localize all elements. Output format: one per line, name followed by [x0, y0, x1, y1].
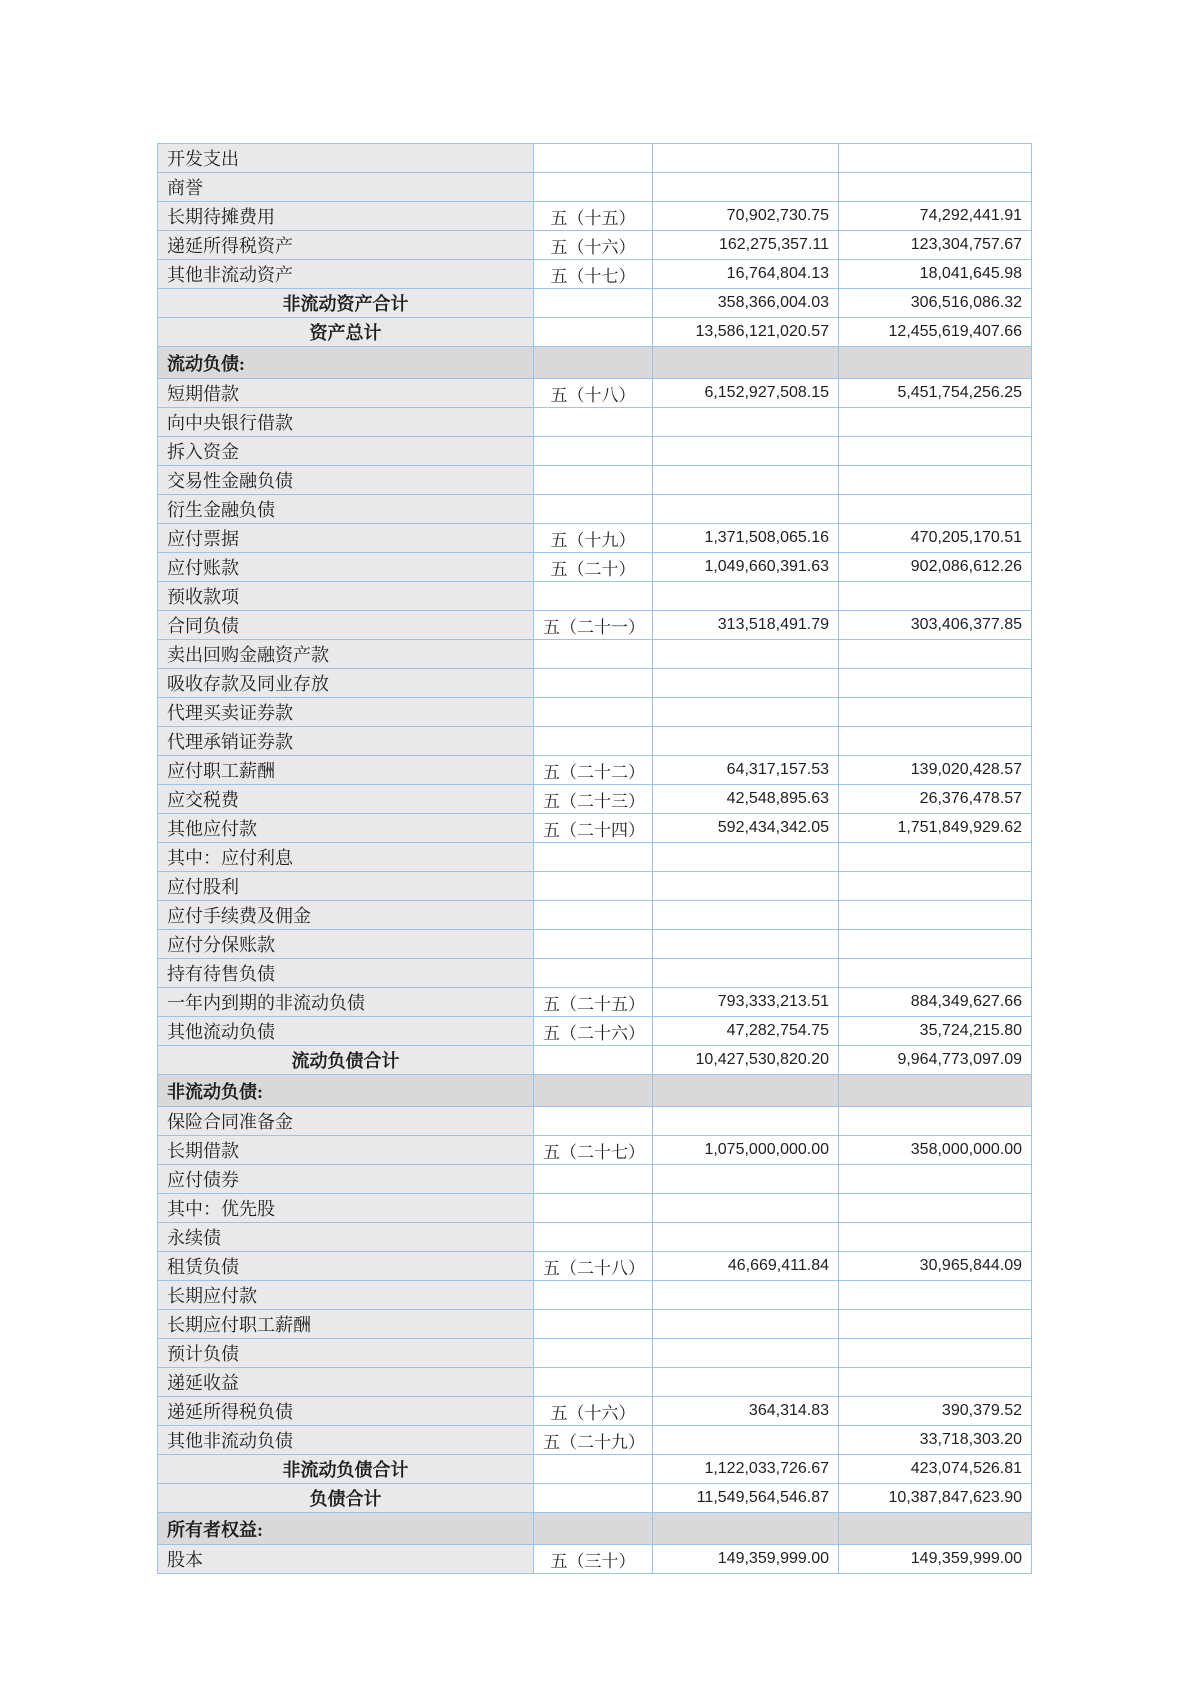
current-amount-cell: 11,549,564,546.87 [653, 1484, 839, 1513]
table-row [158, 1310, 1032, 1339]
item-label-cell: 开发支出 [158, 144, 534, 173]
item-label-cell: 长期待摊费用 [158, 202, 534, 231]
current-amount-cell: 1,122,033,726.67 [653, 1455, 839, 1484]
item-label-cell: 其他应付款 [158, 814, 534, 843]
current-amount-cell [653, 901, 839, 930]
note-reference-cell: 五（二十八） [534, 1252, 653, 1281]
prior-amount-cell [839, 901, 1032, 930]
prior-amount-cell: 390,379.52 [839, 1397, 1032, 1426]
item-label-cell: 其他非流动资产 [158, 260, 534, 289]
item-label-cell: 流动负债: [158, 347, 534, 379]
current-amount-cell [653, 1339, 839, 1368]
table-row [158, 173, 1032, 202]
current-amount-cell: 6,152,927,508.15 [653, 379, 839, 408]
current-amount-cell: 358,366,004.03 [653, 289, 839, 318]
current-amount-cell [653, 1310, 839, 1339]
note-reference-cell [534, 1194, 653, 1223]
note-reference-cell [534, 289, 653, 318]
note-reference-cell [534, 1281, 653, 1310]
item-label-cell: 长期借款 [158, 1136, 534, 1165]
prior-amount-cell [839, 408, 1032, 437]
current-amount-cell [653, 959, 839, 988]
item-label-cell: 代理买卖证券款 [158, 698, 534, 727]
table-row [158, 231, 1032, 260]
current-amount-cell: 47,282,754.75 [653, 1017, 839, 1046]
item-label-cell: 递延所得税资产 [158, 231, 534, 260]
note-reference-cell [534, 1165, 653, 1194]
total-row [158, 1455, 1032, 1484]
prior-amount-cell [839, 173, 1032, 202]
item-label-cell: 合同负债 [158, 611, 534, 640]
item-label-cell: 吸收存款及同业存放 [158, 669, 534, 698]
prior-amount-cell: 139,020,428.57 [839, 756, 1032, 785]
prior-amount-cell [839, 1368, 1032, 1397]
current-amount-cell: 1,049,660,391.63 [653, 553, 839, 582]
note-reference-cell [534, 1107, 653, 1136]
note-reference-cell: 五（三十） [534, 1545, 653, 1574]
current-amount-cell: 10,427,530,820.20 [653, 1046, 839, 1075]
prior-amount-cell [839, 1223, 1032, 1252]
item-label-cell: 非流动负债合计 [158, 1455, 534, 1484]
current-amount-cell [653, 495, 839, 524]
note-reference-cell [534, 466, 653, 495]
note-reference-cell: 五（二十一） [534, 611, 653, 640]
note-reference-cell [534, 144, 653, 173]
note-reference-cell [534, 1223, 653, 1252]
current-amount-cell: 592,434,342.05 [653, 814, 839, 843]
table-row [158, 260, 1032, 289]
current-amount-cell: 16,764,804.13 [653, 260, 839, 289]
note-reference-cell [534, 1046, 653, 1075]
current-amount-cell: 70,902,730.75 [653, 202, 839, 231]
current-amount-cell [653, 173, 839, 202]
prior-amount-cell [839, 1075, 1032, 1107]
total-row [158, 318, 1032, 347]
table-row [158, 1165, 1032, 1194]
table-row [158, 408, 1032, 437]
prior-amount-cell [839, 1281, 1032, 1310]
note-reference-cell [534, 173, 653, 202]
table-row [158, 1017, 1032, 1046]
prior-amount-cell [839, 1310, 1032, 1339]
item-label-cell: 其他流动负债 [158, 1017, 534, 1046]
note-reference-cell [534, 318, 653, 347]
table-row [158, 930, 1032, 959]
table-row [158, 524, 1032, 553]
current-amount-cell: 149,359,999.00 [653, 1545, 839, 1574]
note-reference-cell: 五（二十三） [534, 785, 653, 814]
prior-amount-cell: 30,965,844.09 [839, 1252, 1032, 1281]
current-amount-cell [653, 640, 839, 669]
note-reference-cell [534, 347, 653, 379]
item-label-cell: 应付股利 [158, 872, 534, 901]
item-label-cell: 应付票据 [158, 524, 534, 553]
note-reference-cell [534, 669, 653, 698]
item-label-cell: 衍生金融负债 [158, 495, 534, 524]
note-reference-cell: 五（十九） [534, 524, 653, 553]
note-reference-cell: 五（十八） [534, 379, 653, 408]
prior-amount-cell [839, 698, 1032, 727]
current-amount-cell: 793,333,213.51 [653, 988, 839, 1017]
table-row [158, 144, 1032, 173]
note-reference-cell: 五（二十七） [534, 1136, 653, 1165]
current-amount-cell [653, 466, 839, 495]
table-row [158, 495, 1032, 524]
item-label-cell: 应付手续费及佣金 [158, 901, 534, 930]
item-label-cell: 持有待售负债 [158, 959, 534, 988]
balance-sheet-rows [158, 144, 1032, 1574]
note-reference-cell: 五（十五） [534, 202, 653, 231]
item-label-cell: 商誉 [158, 173, 534, 202]
current-amount-cell [653, 408, 839, 437]
item-label-cell: 拆入资金 [158, 437, 534, 466]
prior-amount-cell [839, 669, 1032, 698]
current-amount-cell [653, 1223, 839, 1252]
table-row [158, 611, 1032, 640]
prior-amount-cell: 35,724,215.80 [839, 1017, 1032, 1046]
prior-amount-cell [839, 843, 1032, 872]
prior-amount-cell: 884,349,627.66 [839, 988, 1032, 1017]
note-reference-cell [534, 582, 653, 611]
prior-amount-cell [839, 959, 1032, 988]
table-row [158, 582, 1032, 611]
note-reference-cell [534, 698, 653, 727]
prior-amount-cell: 303,406,377.85 [839, 611, 1032, 640]
current-amount-cell [653, 1281, 839, 1310]
prior-amount-cell [839, 437, 1032, 466]
table-row [158, 698, 1032, 727]
item-label-cell: 一年内到期的非流动负债 [158, 988, 534, 1017]
note-reference-cell [534, 1368, 653, 1397]
note-reference-cell [534, 959, 653, 988]
current-amount-cell [653, 727, 839, 756]
prior-amount-cell: 123,304,757.67 [839, 231, 1032, 260]
total-row [158, 289, 1032, 318]
table-row [158, 988, 1032, 1017]
table-row [158, 727, 1032, 756]
table-row [158, 669, 1032, 698]
item-label-cell: 短期借款 [158, 379, 534, 408]
item-label-cell: 非流动资产合计 [158, 289, 534, 318]
prior-amount-cell: 1,751,849,929.62 [839, 814, 1032, 843]
current-amount-cell [653, 1368, 839, 1397]
prior-amount-cell: 423,074,526.81 [839, 1455, 1032, 1484]
note-reference-cell [534, 901, 653, 930]
item-label-cell: 资产总计 [158, 318, 534, 347]
prior-amount-cell [839, 1165, 1032, 1194]
prior-amount-cell: 18,041,645.98 [839, 260, 1032, 289]
note-reference-cell: 五（二十五） [534, 988, 653, 1017]
item-label-cell: 向中央银行借款 [158, 408, 534, 437]
prior-amount-cell [839, 1339, 1032, 1368]
current-amount-cell [653, 1107, 839, 1136]
item-label-cell: 应付分保账款 [158, 930, 534, 959]
note-reference-cell [534, 495, 653, 524]
item-label-cell: 非流动负债: [158, 1075, 534, 1107]
table-row [158, 756, 1032, 785]
table-row [158, 1368, 1032, 1397]
current-amount-cell: 313,518,491.79 [653, 611, 839, 640]
item-label-cell: 代理承销证券款 [158, 727, 534, 756]
item-label-cell: 其中：应付利息 [158, 843, 534, 872]
note-reference-cell [534, 1075, 653, 1107]
current-amount-cell [653, 669, 839, 698]
current-amount-cell [653, 347, 839, 379]
note-reference-cell: 五（二十六） [534, 1017, 653, 1046]
note-reference-cell [534, 1339, 653, 1368]
section-header-row [158, 347, 1032, 379]
prior-amount-cell [839, 495, 1032, 524]
current-amount-cell [653, 582, 839, 611]
item-label-cell: 递延收益 [158, 1368, 534, 1397]
prior-amount-cell [839, 727, 1032, 756]
current-amount-cell [653, 1165, 839, 1194]
item-label-cell: 应交税费 [158, 785, 534, 814]
item-label-cell: 长期应付款 [158, 1281, 534, 1310]
note-reference-cell [534, 872, 653, 901]
current-amount-cell [653, 930, 839, 959]
table-row [158, 901, 1032, 930]
note-reference-cell: 五（十六） [534, 231, 653, 260]
note-reference-cell: 五（二十九） [534, 1426, 653, 1455]
section-header-row [158, 1513, 1032, 1545]
current-amount-cell [653, 1426, 839, 1455]
item-label-cell: 应付账款 [158, 553, 534, 582]
prior-amount-cell: 10,387,847,623.90 [839, 1484, 1032, 1513]
table-row [158, 437, 1032, 466]
current-amount-cell [653, 1194, 839, 1223]
table-row [158, 553, 1032, 582]
note-reference-cell [534, 640, 653, 669]
table-row [158, 872, 1032, 901]
note-reference-cell: 五（十七） [534, 260, 653, 289]
prior-amount-cell: 9,964,773,097.09 [839, 1046, 1032, 1075]
note-reference-cell [534, 1455, 653, 1484]
prior-amount-cell: 149,359,999.00 [839, 1545, 1032, 1574]
note-reference-cell [534, 843, 653, 872]
current-amount-cell: 162,275,357.11 [653, 231, 839, 260]
table-row [158, 1545, 1032, 1574]
current-amount-cell [653, 1075, 839, 1107]
item-label-cell: 租赁负债 [158, 1252, 534, 1281]
prior-amount-cell [839, 1194, 1032, 1223]
note-reference-cell [534, 930, 653, 959]
item-label-cell: 其他非流动负债 [158, 1426, 534, 1455]
current-amount-cell: 42,548,895.63 [653, 785, 839, 814]
table-row [158, 202, 1032, 231]
item-label-cell: 交易性金融负债 [158, 466, 534, 495]
item-label-cell: 流动负债合计 [158, 1046, 534, 1075]
table-row [158, 1194, 1032, 1223]
item-label-cell: 所有者权益: [158, 1513, 534, 1545]
current-amount-cell [653, 1513, 839, 1545]
note-reference-cell [534, 437, 653, 466]
item-label-cell: 应付债券 [158, 1165, 534, 1194]
current-amount-cell: 46,669,411.84 [653, 1252, 839, 1281]
table-row [158, 1339, 1032, 1368]
item-label-cell: 递延所得税负债 [158, 1397, 534, 1426]
table-row [158, 1281, 1032, 1310]
prior-amount-cell [839, 930, 1032, 959]
table-row [158, 814, 1032, 843]
prior-amount-cell: 902,086,612.26 [839, 553, 1032, 582]
table-row [158, 959, 1032, 988]
table-row [158, 1136, 1032, 1165]
table-row [158, 843, 1032, 872]
prior-amount-cell [839, 640, 1032, 669]
prior-amount-cell: 306,516,086.32 [839, 289, 1032, 318]
table-row [158, 1397, 1032, 1426]
prior-amount-cell: 358,000,000.00 [839, 1136, 1032, 1165]
current-amount-cell [653, 698, 839, 727]
item-label-cell: 长期应付职工薪酬 [158, 1310, 534, 1339]
current-amount-cell [653, 843, 839, 872]
table-row [158, 1107, 1032, 1136]
current-amount-cell [653, 437, 839, 466]
note-reference-cell: 五（二十四） [534, 814, 653, 843]
table-row [158, 466, 1032, 495]
total-row [158, 1046, 1032, 1075]
note-reference-cell [534, 1513, 653, 1545]
prior-amount-cell [839, 1107, 1032, 1136]
prior-amount-cell [839, 466, 1032, 495]
prior-amount-cell: 26,376,478.57 [839, 785, 1032, 814]
item-label-cell: 应付职工薪酬 [158, 756, 534, 785]
table-row [158, 1223, 1032, 1252]
table-row [158, 379, 1032, 408]
current-amount-cell: 1,075,000,000.00 [653, 1136, 839, 1165]
table-row [158, 1252, 1032, 1281]
current-amount-cell: 364,314.83 [653, 1397, 839, 1426]
total-row [158, 1484, 1032, 1513]
item-label-cell: 其中：优先股 [158, 1194, 534, 1223]
table-row [158, 1426, 1032, 1455]
note-reference-cell: 五（二十） [534, 553, 653, 582]
prior-amount-cell [839, 582, 1032, 611]
prior-amount-cell: 5,451,754,256.25 [839, 379, 1032, 408]
balance-sheet-table [157, 143, 1032, 1574]
item-label-cell: 负债合计 [158, 1484, 534, 1513]
current-amount-cell: 1,371,508,065.16 [653, 524, 839, 553]
item-label-cell: 永续债 [158, 1223, 534, 1252]
prior-amount-cell: 33,718,303.20 [839, 1426, 1032, 1455]
prior-amount-cell [839, 347, 1032, 379]
item-label-cell: 保险合同准备金 [158, 1107, 534, 1136]
item-label-cell: 预收款项 [158, 582, 534, 611]
prior-amount-cell: 470,205,170.51 [839, 524, 1032, 553]
prior-amount-cell: 74,292,441.91 [839, 202, 1032, 231]
table-row [158, 640, 1032, 669]
item-label-cell: 预计负债 [158, 1339, 534, 1368]
item-label-cell: 卖出回购金融资产款 [158, 640, 534, 669]
note-reference-cell [534, 727, 653, 756]
item-label-cell: 股本 [158, 1545, 534, 1574]
prior-amount-cell [839, 1513, 1032, 1545]
note-reference-cell [534, 408, 653, 437]
current-amount-cell [653, 144, 839, 173]
prior-amount-cell [839, 872, 1032, 901]
note-reference-cell [534, 1484, 653, 1513]
note-reference-cell: 五（二十二） [534, 756, 653, 785]
current-amount-cell: 64,317,157.53 [653, 756, 839, 785]
prior-amount-cell: 12,455,619,407.66 [839, 318, 1032, 347]
table-row [158, 785, 1032, 814]
current-amount-cell [653, 872, 839, 901]
current-amount-cell: 13,586,121,020.57 [653, 318, 839, 347]
note-reference-cell [534, 1310, 653, 1339]
note-reference-cell: 五（十六） [534, 1397, 653, 1426]
prior-amount-cell [839, 144, 1032, 173]
section-header-row [158, 1075, 1032, 1107]
